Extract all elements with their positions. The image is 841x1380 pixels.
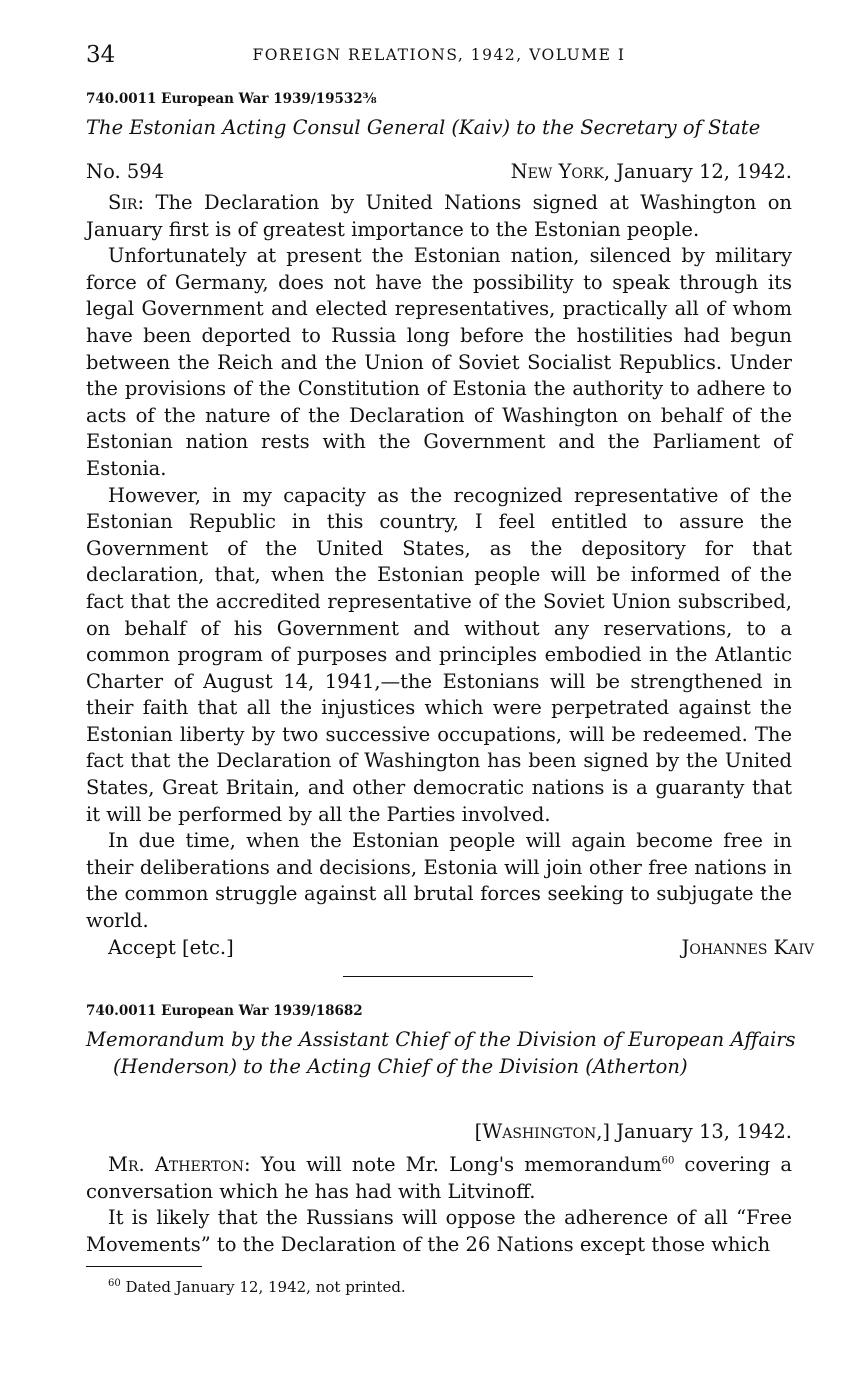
place: New York, [510, 160, 611, 183]
running-title: FOREIGN RELATIONS, 1942, VOLUME I [252, 46, 626, 64]
paragraph [86, 1152, 792, 1205]
doc2-dateline [86, 1120, 792, 1143]
doc1-file-number [86, 88, 792, 107]
file-number: 740.0011 European War 1939/19532⅜ [86, 91, 377, 107]
date: January 12, 1942. [616, 160, 792, 183]
doc1-heading: The Estonian Acting Consul General (Kaiv) to the Secretary of State [86, 116, 761, 139]
paragraph: However, in my capacity as the recognized representative of the Estonian Republic in this country, I feel entitled to assure the Government of the United States, as the depository for that declaration, that, when the Estonian people will be informed of the fact that the accredited representative of the Soviet Union subscribed, on behalf of his Government and without any reservations, to a common program of purposes and principles embodied in the Atlantic Charter of August 14, 1941,—the Estonians will be strengthened in their faith that all the injustices which were perpetrated against the Estonian liberty by two successive occupations, will be redeemed. The fact that the Declaration of Washington has been signed by the United States, Great Britain, and other democratic nations is a guaranty that it will be performed by all the Parties involved. [86, 483, 792, 826]
doc1-closing [86, 936, 814, 959]
doc2-file-number [86, 1000, 792, 1019]
page-number: 34 [86, 42, 116, 68]
page-header [86, 42, 792, 72]
footnote-text: Dated January 12, 1942, not printed. [120, 1278, 406, 1296]
paragraph: Unfortunately at present the Estonian nation, silenced by military force of Germany, does not have the possibility to speak through its legal Government and elected representatives, practically all of whom have been deported to Russia long before the hostilities had begun between the Reich and the Union of Soviet Socialist Republics. Under the provisions of the Constitution of Estonia the authority to adhere to acts of the nature of the Declaration of Washington on behalf of the Estonian nation rests with the Government and the Parliament of Estonia. [86, 244, 792, 480]
paragraph: In due time, when the Estonian people will again become free in their deliberations and decisions, Estonia will join other free nations in the common struggle against all brutal forces seeking to subjugate the world. [86, 829, 792, 933]
section-divider [343, 976, 533, 977]
footnote-number: 60 [108, 1278, 121, 1289]
footnote-divider [86, 1266, 202, 1267]
salutation: Sir [108, 191, 138, 214]
doc1-body [86, 190, 792, 935]
paragraph [86, 190, 792, 243]
footnote [108, 1278, 406, 1296]
paragraph-text: : The Declaration by United Nations signed at Washington on January first is of greatest importance to the Estonian people. [86, 191, 792, 241]
footnote-reference[interactable]: 60 [661, 1155, 675, 1167]
paragraph: It is likely that the Russians will oppose the adherence of all “Free Movements” to the Declaration of the 26 Nations except those which [86, 1206, 792, 1256]
file-number: 740.0011 European War 1939/18682 [86, 1003, 363, 1019]
place-date [475, 1120, 792, 1143]
closing-text: Accept [etc.] [108, 936, 234, 959]
paragraph-text: covering a conversation which he has had with Litvinoff. [86, 1153, 792, 1203]
date: January 13, 1942. [616, 1120, 792, 1143]
salutation: Mr. Atherton [108, 1153, 245, 1176]
place-date [511, 160, 792, 183]
paragraph-text: : You will note Mr. Long's memorandum [244, 1153, 662, 1176]
doc2-heading: Memorandum by the Assistant Chief of the Division of European Affairs (Henderson) to the Acting Chief of the Division (Atherton) [86, 1028, 796, 1078]
doc1-dateline [86, 160, 792, 183]
document-number: No. 594 [86, 160, 165, 183]
signature: Johannes Kaiv [681, 936, 814, 959]
doc2-body [86, 1152, 792, 1258]
place: [Washington,] [474, 1120, 611, 1143]
